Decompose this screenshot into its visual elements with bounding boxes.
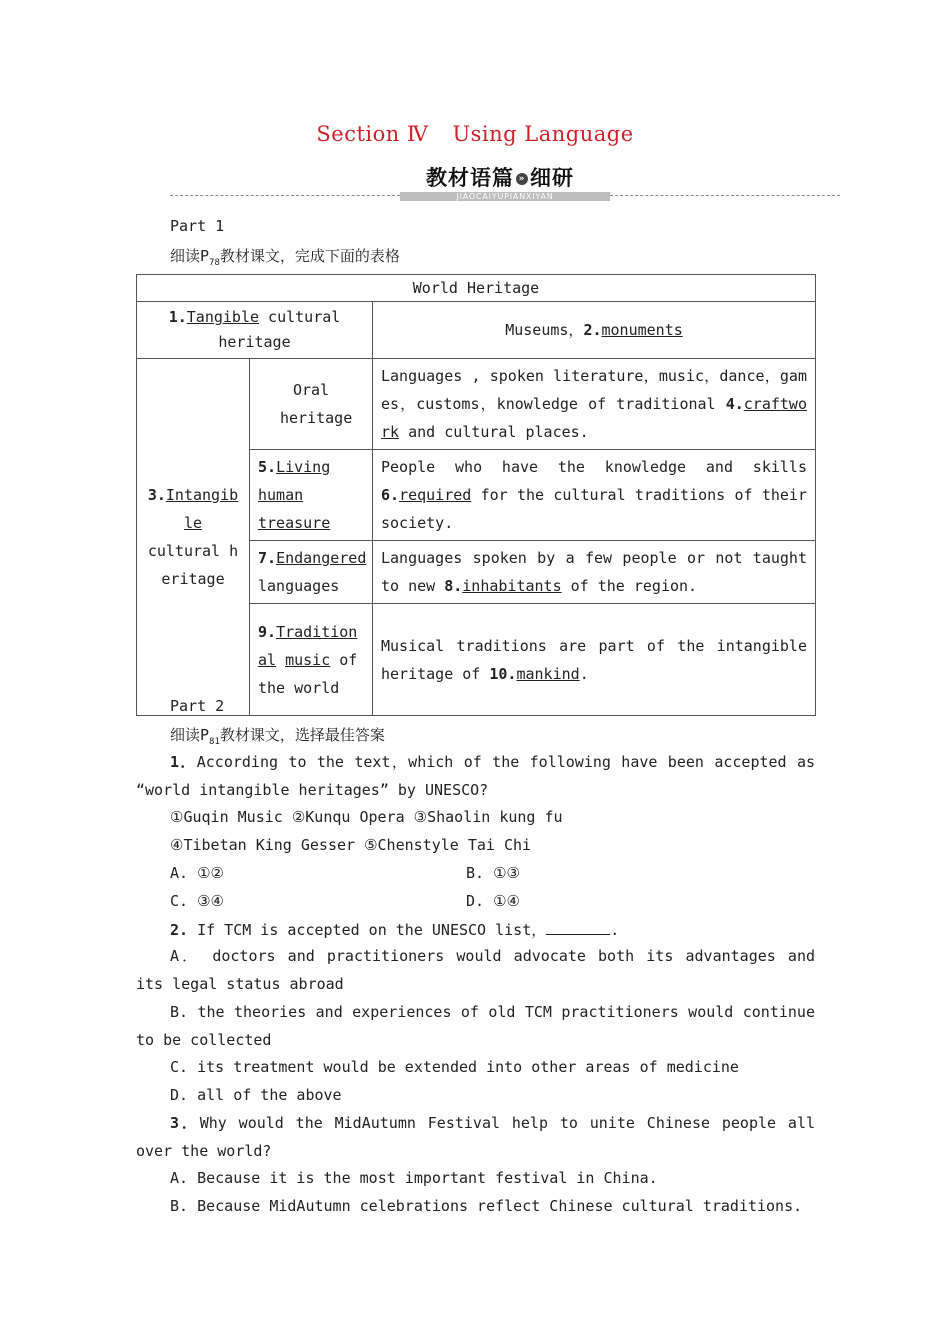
question-2 xyxy=(170,919,619,940)
question-1 xyxy=(136,748,815,804)
answer-blank xyxy=(546,920,610,935)
q3-option-a: A. Because it is the most important festival in China. xyxy=(170,1169,658,1187)
row-label-endangered xyxy=(250,541,373,604)
instruction-suffix: 教材课文，选择最佳答案 xyxy=(219,726,385,744)
instruction-prefix: 细读P xyxy=(170,247,210,265)
section-banner xyxy=(170,162,840,202)
row-label-living xyxy=(250,450,373,541)
intangible-label xyxy=(137,359,250,716)
answer-blank: Intangible xyxy=(165,486,239,532)
question-number: 3． xyxy=(170,1114,200,1132)
row-desc-living xyxy=(373,450,816,541)
part2-instruction xyxy=(170,724,385,747)
answer-number: 7. xyxy=(258,549,277,567)
label-text: cultural heritage xyxy=(147,542,239,588)
desc-text: of the region. xyxy=(561,577,698,595)
part1-instruction xyxy=(170,245,400,268)
desc-text: Languages spoken by a few people or not taught to new xyxy=(381,549,807,595)
desc-text: Languages , spoken literature，music，dance，games，customs，knowledge of traditional xyxy=(381,367,807,413)
answer-blank: inhabitants xyxy=(462,577,562,595)
answer-number: 1. xyxy=(168,308,187,326)
part1-label: Part 1 xyxy=(170,217,225,235)
desc-text: People who have the knowledge and skills xyxy=(381,458,807,476)
section-number: Section Ⅳ xyxy=(316,122,429,146)
answer-number: 4. xyxy=(725,395,744,413)
page-number: 81 xyxy=(209,737,220,747)
page-number: 78 xyxy=(209,258,220,268)
banner-divider-right xyxy=(610,195,840,196)
tangible-description xyxy=(373,302,816,359)
instruction-prefix: 细读P xyxy=(170,726,210,744)
part2-label: Part 2 xyxy=(170,697,225,715)
q2-option-d: D. all of the above xyxy=(170,1086,342,1104)
q1-option-a: A. ①② xyxy=(170,864,224,882)
world-heritage-table xyxy=(136,274,816,716)
label-text: languages xyxy=(258,577,340,595)
banner-divider-left xyxy=(170,195,400,196)
question-number: 2. xyxy=(170,921,189,939)
desc-text: Musical traditions are part of the intangible heritage of xyxy=(381,636,807,683)
question-3 xyxy=(136,1109,815,1165)
desc-text: Museums， xyxy=(505,321,584,339)
banner-heading-left: 教材语篇 xyxy=(426,166,514,190)
answer-blank: Endangered xyxy=(276,549,367,567)
answer-blank: Tangible xyxy=(186,308,260,326)
section-title xyxy=(0,122,950,146)
row-desc-endangered xyxy=(373,541,816,604)
question-text: If TCM is accepted on the UNESCO list， xyxy=(188,921,547,939)
question-text: . xyxy=(610,921,620,939)
q2-option-c: C. its treatment would be extended into other areas of medicine xyxy=(170,1058,739,1076)
desc-text: . xyxy=(579,664,589,683)
q1-items-line2: ④Tibetan King Gesser ⑤Chenstyle Tai Chi xyxy=(170,836,532,854)
row-desc-oral xyxy=(373,359,816,450)
arrow-icon: » xyxy=(516,173,528,185)
q1-option-c: C. ③④ xyxy=(170,892,224,910)
desc-text: and cultural places. xyxy=(399,423,589,441)
table-header: World Heritage xyxy=(137,275,816,302)
answer-number: 5. xyxy=(258,458,277,476)
banner-heading xyxy=(420,162,580,192)
answer-blank: mankind xyxy=(516,664,580,683)
q3-option-b: B. Because MidAutumn celebrations reflect Chinese cultural traditions. xyxy=(170,1197,803,1215)
section-name: Using Language xyxy=(452,122,634,146)
answer-blank: required xyxy=(399,486,472,504)
answer-number: 8. xyxy=(444,577,463,595)
tangible-label xyxy=(137,302,373,359)
row-label-music xyxy=(250,604,373,716)
q1-option-b: B. ①③ xyxy=(466,864,520,882)
q2-option-a: A． doctors and practitioners would advocate both its advantages and its legal status abroad xyxy=(136,947,815,993)
answer-number: 2. xyxy=(583,321,602,339)
banner-heading-right: 细研 xyxy=(530,166,574,190)
q2-option-b: B. the theories and experiences of old TCM practitioners would continue to be collected xyxy=(136,1003,815,1049)
answer-number: 6. xyxy=(381,486,400,504)
answer-number: 3. xyxy=(147,486,166,504)
answer-blank: Traditional xyxy=(258,622,358,669)
question-text: According to the text，which of the following have been accepted as “world intangible heritages” by UNESCO? xyxy=(136,753,816,799)
question-text: Why would the MidAutumn Festival help to unite Chinese people all over the world? xyxy=(136,1114,816,1160)
row-label-oral: Oral heritage xyxy=(250,359,373,450)
q1-items-line1: ①Guqin Music ②Kunqu Opera ③Shaolin kung fu xyxy=(170,808,563,826)
answer-blank: craftwork xyxy=(381,395,807,441)
question-number: 1． xyxy=(170,753,197,771)
q1-option-d: D. ①④ xyxy=(466,892,520,910)
label-text: of the world xyxy=(258,650,358,697)
answer-blank: monuments xyxy=(601,321,683,339)
banner-pinyin: JIAOCAIYUPIANXIYAN xyxy=(400,192,610,201)
row-desc-music xyxy=(373,604,816,716)
answer-blank: music xyxy=(285,650,331,669)
instruction-suffix: 教材课文，完成下面的表格 xyxy=(219,247,400,265)
desc-text: for the cultural traditions of their society. xyxy=(381,486,807,532)
answer-blank: Living human treasure xyxy=(258,458,331,532)
label-text: cultural heritage xyxy=(218,308,341,351)
answer-number: 10. xyxy=(489,664,517,683)
answer-number: 9. xyxy=(258,622,277,641)
